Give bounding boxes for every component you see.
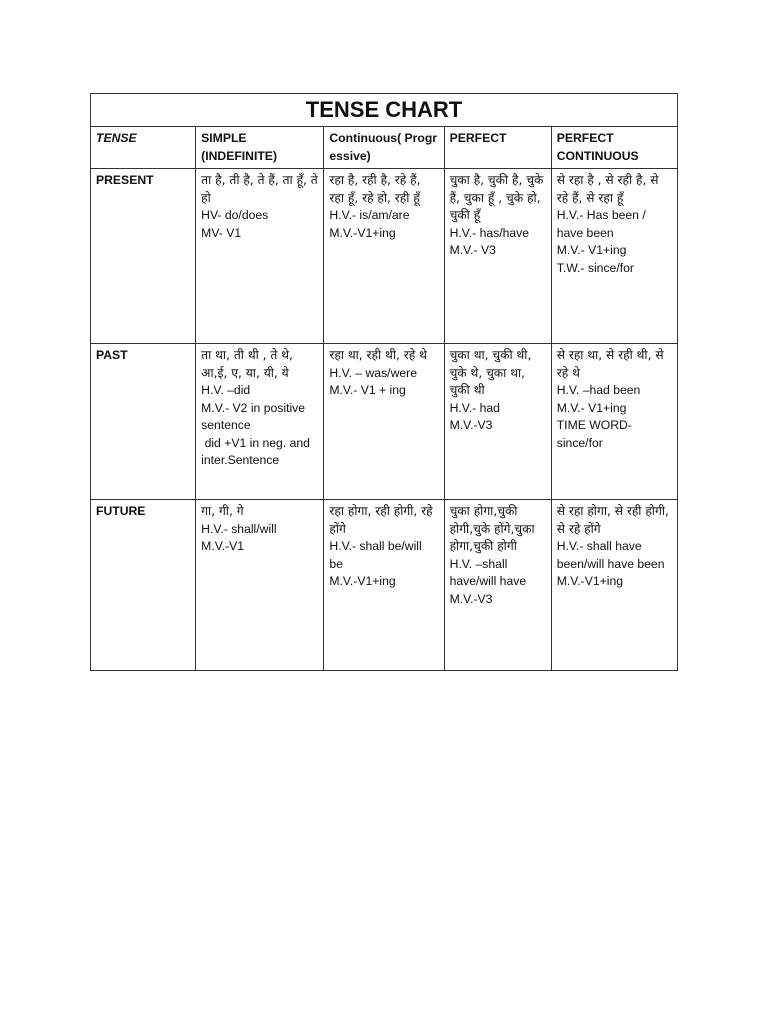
cell-future-continuous xyxy=(324,500,444,671)
hindi-text: से रहा था, से रही थी, से रहे थे xyxy=(556,348,664,380)
cell-future-perfect xyxy=(444,500,551,671)
row-future xyxy=(91,500,678,671)
rule-line: HV- do/does xyxy=(201,208,269,222)
rule-line: M.V.-V3 xyxy=(449,418,493,432)
cell-past-simple xyxy=(196,344,324,500)
cell-present-continuous xyxy=(324,169,444,344)
header-perfect: PERFECT xyxy=(444,127,551,169)
hindi-text: चुका था, चुकी थी, चुके थे, चुका था, चुकी थी xyxy=(449,348,532,397)
rule-line: H.V.- shall/will xyxy=(201,521,277,536)
rule-line: H.V.- is/am/are xyxy=(329,208,410,222)
header-continuous: Continuous( Progr essive) xyxy=(324,127,444,169)
rule-line: M.V.-V1+ing xyxy=(329,225,396,240)
tense-chart-table xyxy=(90,93,678,671)
row-label-past: PAST xyxy=(91,344,196,500)
rule-line: M.V.-V3 xyxy=(449,591,493,606)
title-row xyxy=(91,94,678,127)
hindi-text: से रहा होगा, से रही होगी, से रहे होंगे xyxy=(556,504,669,536)
chart-title: TENSE CHART xyxy=(91,94,678,127)
rule-line: H.V. –shall have/will have xyxy=(449,556,527,588)
rule-line: H.V.- had xyxy=(449,400,500,415)
rule-line: H.V. –had been xyxy=(556,383,641,397)
hindi-text: से रहा है , से रही है, से रहे हैं, से रहा हूँ xyxy=(556,173,659,205)
cell-past-perfect-continuous xyxy=(551,344,677,500)
cell-present-perfect xyxy=(444,169,551,344)
rule-line: M.V.- V1+ing xyxy=(556,243,627,257)
rule-line: M.V.-V1 xyxy=(201,539,245,553)
rule-line: H.V. –did xyxy=(201,383,251,397)
row-label-present: PRESENT xyxy=(91,169,196,344)
rule-line: MV- V1 xyxy=(201,225,242,240)
cell-past-continuous xyxy=(324,344,444,500)
header-simple: SIMPLE (INDEFINITE) xyxy=(196,127,324,169)
header-tense: TENSE xyxy=(91,127,196,169)
rule-line: H.V.- shall have been/will have been xyxy=(556,539,665,571)
rule-line: H.V.- Has been / have been xyxy=(556,208,646,240)
rule-line: H.V.- shall be/will be xyxy=(329,539,422,571)
rule-line: TIME WORD- since/for xyxy=(556,418,632,450)
hindi-text: चुका होगा,चुकी होगी,चुके होंगे,चुका होगा,चुकी होगी xyxy=(449,504,535,553)
tense-chart-page xyxy=(90,93,678,671)
rule-line: M.V.- V2 in positive sentence xyxy=(201,400,306,432)
hindi-text: गा, गी, गे xyxy=(201,504,244,518)
rule-line: did +V1 in neg. and inter.Sentence xyxy=(201,435,314,467)
header-row xyxy=(91,127,678,169)
hindi-text: रहा है, रही है, रहे हैं, रहा हूँ, रहे हो, रही हूँ xyxy=(329,173,421,205)
hindi-text: रहा होगा, रही होगी, रहे होंगे xyxy=(329,504,433,536)
hindi-text: चुका है, चुकी है, चुके हैं, चुका हूँ , चुके हो, चुकी हूँ xyxy=(449,173,544,222)
rule-line: M.V.- V3 xyxy=(449,243,496,257)
hindi-text: रहा था, रही थी, रहे थे xyxy=(329,348,427,362)
cell-past-perfect xyxy=(444,344,551,500)
cell-present-simple xyxy=(196,169,324,344)
row-past xyxy=(91,344,678,500)
cell-future-simple xyxy=(196,500,324,671)
header-perfect-continuous: PERFECT CONTINUOUS xyxy=(551,127,677,169)
hindi-text: ता है, ती है, ते हैं, ता हूँ, ते हो xyxy=(201,173,318,205)
row-label-future: FUTURE xyxy=(91,500,196,671)
rule-line: M.V.-V1+ing xyxy=(329,574,396,588)
rule-line: T.W.- since/for xyxy=(556,260,634,275)
row-present xyxy=(91,169,678,344)
rule-line: M.V.- V1 + ing xyxy=(329,383,406,397)
hindi-text: ता था, ती थी , ते थे, आ,ई, ए, या, यी, ये xyxy=(201,348,293,380)
rule-line: H.V. – was/were xyxy=(329,365,417,380)
rule-line: M.V.- V1+ing xyxy=(556,400,627,415)
cell-present-perfect-continuous xyxy=(551,169,677,344)
rule-line: M.V.-V1+ing xyxy=(556,574,624,588)
rule-line: H.V.- has/have xyxy=(449,225,530,240)
cell-future-perfect-continuous xyxy=(551,500,677,671)
